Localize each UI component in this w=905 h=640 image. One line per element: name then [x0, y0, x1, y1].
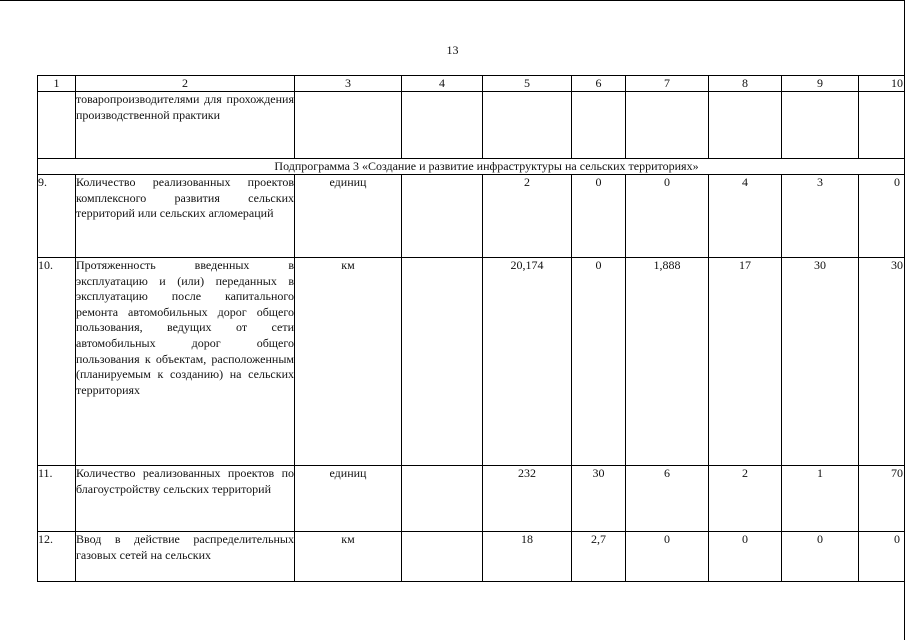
empty-cell — [402, 92, 483, 159]
column-header: 3 — [295, 76, 402, 92]
value-col10: 70 — [859, 466, 905, 532]
unit: км — [295, 258, 402, 466]
value-col5: 20,174 — [483, 258, 572, 466]
value-col6: 2,7 — [572, 532, 626, 582]
empty-cell — [295, 92, 402, 159]
value-col10: 0 — [859, 532, 905, 582]
row-number-cell — [38, 92, 76, 159]
row-number: 11. — [38, 466, 76, 532]
empty-cell — [782, 92, 859, 159]
table-row — [38, 258, 905, 466]
value-col7: 0 — [626, 175, 709, 258]
indicator-name: Количество реализованных проектов по благоустройству сельских территорий — [76, 466, 295, 532]
value-col9: 0 — [782, 532, 859, 582]
column-header: 4 — [402, 76, 483, 92]
column-header: 9 — [782, 76, 859, 92]
indicator-name-cell — [76, 92, 295, 159]
value-col4 — [402, 466, 483, 532]
column-header: 8 — [709, 76, 782, 92]
table-row — [38, 175, 905, 258]
table-row — [38, 466, 905, 532]
value-col5: 18 — [483, 532, 572, 582]
continuation-row — [38, 92, 905, 159]
indicator-name: Ввод в действие распределительных газовых сетей на сельских — [76, 532, 295, 582]
value-col10: 30 — [859, 258, 905, 466]
subprogram-row — [38, 159, 905, 175]
value-col5: 232 — [483, 466, 572, 532]
column-header: 5 — [483, 76, 572, 92]
value-col8: 2 — [709, 466, 782, 532]
page-top-border — [0, 0, 905, 1]
indicators-table — [37, 75, 905, 582]
column-header: 6 — [572, 76, 626, 92]
unit: км — [295, 532, 402, 582]
value-col7: 0 — [626, 532, 709, 582]
value-col7: 1,888 — [626, 258, 709, 466]
value-col4 — [402, 258, 483, 466]
row-number: 10. — [38, 258, 76, 466]
value-col5: 2 — [483, 175, 572, 258]
empty-cell — [859, 92, 905, 159]
indicator-name: Протяженность введенных в эксплуатацию и (или) переданных в эксплуатацию после капитального ремонта автомобильных дорог общего пользования, ведущих от сети автомобильных дорог общего пользования к объектам, расположенным (планируемым к созданию) на сельских территориях — [76, 258, 295, 466]
value-col6: 0 — [572, 258, 626, 466]
indicator-name: товаропроизводителями для прохождения производственной практики — [76, 92, 294, 122]
empty-cell — [709, 92, 782, 159]
value-col9: 1 — [782, 466, 859, 532]
indicator-name: Количество реализованных проектов комплексного развития сельских территорий или сельских агломераций — [76, 175, 295, 258]
column-header: 7 — [626, 76, 709, 92]
value-col7: 6 — [626, 466, 709, 532]
value-col4 — [402, 532, 483, 582]
subprogram-title: Подпрограмма 3 «Создание и развитие инфраструктуры на сельских территориях» — [38, 159, 905, 175]
row-number: 12. — [38, 532, 76, 582]
value-col8: 0 — [709, 532, 782, 582]
value-col9: 3 — [782, 175, 859, 258]
unit: единиц — [295, 466, 402, 532]
value-col4 — [402, 175, 483, 258]
value-col8: 17 — [709, 258, 782, 466]
column-numbers-row — [38, 76, 905, 92]
row-number: 9. — [38, 175, 76, 258]
column-header: 1 — [38, 76, 76, 92]
value-col8: 4 — [709, 175, 782, 258]
empty-cell — [626, 92, 709, 159]
column-header: 2 — [76, 76, 295, 92]
value-col9: 30 — [782, 258, 859, 466]
value-col10: 0 — [859, 175, 905, 258]
empty-cell — [483, 92, 572, 159]
table-row — [38, 532, 905, 582]
column-header: 10 — [859, 76, 905, 92]
unit: единиц — [295, 175, 402, 258]
page-number: 13 — [446, 43, 459, 57]
empty-cell — [572, 92, 626, 159]
value-col6: 30 — [572, 466, 626, 532]
value-col6: 0 — [572, 175, 626, 258]
